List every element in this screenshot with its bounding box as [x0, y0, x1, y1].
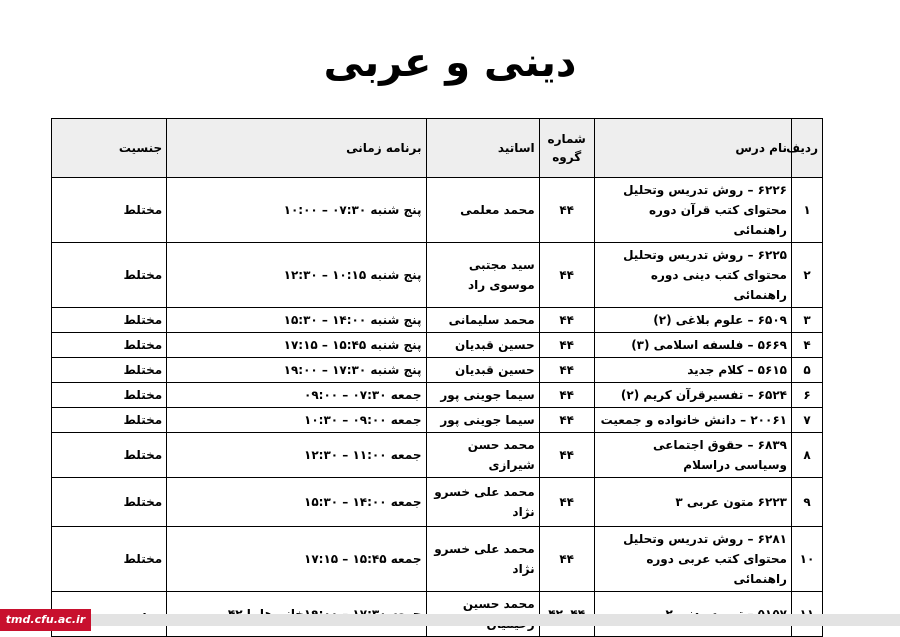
row-gender: مختلط: [52, 433, 167, 478]
row-professor: محمد علی خسرو نژاد: [426, 478, 539, 527]
row-course: ۵۶۱۵ – کلام جدید: [594, 358, 791, 383]
header-schedule: برنامه زمانی: [167, 119, 426, 178]
header-gender: جنسیت: [52, 119, 167, 178]
row-professor: حسین قبدیان: [426, 358, 539, 383]
header-professors: اساتید: [426, 119, 539, 178]
table-header-row: [52, 119, 823, 178]
header-course: نام درس: [594, 119, 791, 178]
row-course: ۵۶۶۹ – فلسفه اسلامی (۳): [594, 333, 791, 358]
row-gender: مختلط: [52, 243, 167, 308]
row-index: ۲: [791, 243, 822, 308]
row-group: ۴۴: [539, 358, 594, 383]
row-index: ۹: [791, 478, 822, 527]
table-row: [52, 383, 823, 408]
table-row: [52, 408, 823, 433]
footer-strip: [91, 614, 900, 626]
row-schedule: پنج شنبه ۱۴:۰۰ – ۱۵:۳۰: [167, 308, 426, 333]
row-professor: محمد سلیمانی: [426, 308, 539, 333]
row-course: ۶۵۰۹ – علوم بلاغی (۲): [594, 308, 791, 333]
row-course: ۲۰۰۶۱ – دانش خانواده و جمعیت: [594, 408, 791, 433]
page-title: دینی و عربی: [323, 40, 577, 86]
row-course: ۶۲۲۳ متون عربی ۳: [594, 478, 791, 527]
row-schedule: پنج شنبه ۱۵:۴۵ – ۱۷:۱۵: [167, 333, 426, 358]
row-index: ۶: [791, 383, 822, 408]
table-row: [52, 333, 823, 358]
table-row: [52, 433, 823, 478]
row-course: ۶۲۸۱ – روش تدریس وتحلیل محتوای کتب عربی دوره راهنمائی: [594, 527, 791, 592]
row-index: ۷: [791, 408, 822, 433]
row-index: ۳: [791, 308, 822, 333]
row-course: ۶۸۳۹ – حقوق اجتماعی وسیاسی دراسلام: [594, 433, 791, 478]
row-schedule: پنج شنبه ۱۷:۳۰ – ۱۹:۰۰: [167, 358, 426, 383]
row-group: ۴۴: [539, 527, 594, 592]
row-group: ۴۴: [539, 333, 594, 358]
row-schedule: جمعه ۱۴:۰۰ – ۱۵:۳۰: [167, 478, 426, 527]
row-gender: مختلط: [52, 527, 167, 592]
row-schedule: جمعه ۰۹:۰۰ – ۱۰:۳۰: [167, 408, 426, 433]
table-row: [52, 308, 823, 333]
table-row: [52, 358, 823, 383]
row-gender: مختلط: [52, 333, 167, 358]
row-index: ۵: [791, 358, 822, 383]
row-professor: سیما جوینی پور: [426, 408, 539, 433]
row-schedule: پنج شنبه ۱۰:۱۵ – ۱۲:۳۰: [167, 243, 426, 308]
row-course: ۶۲۲۵ – روش تدریس وتحلیل محتوای کتب دینی دوره راهنمائی: [594, 243, 791, 308]
row-group: ۴۴: [539, 383, 594, 408]
header-group: شماره گروه: [539, 119, 594, 178]
row-index: ۸: [791, 433, 822, 478]
table-row: [52, 178, 823, 243]
row-group: ۴۴: [539, 408, 594, 433]
row-professor: محمد معلمی: [426, 178, 539, 243]
row-professor: محمد علی خسرو نژاد: [426, 527, 539, 592]
row-group: ۴۴: [539, 178, 594, 243]
row-professor: حسین قبدیان: [426, 333, 539, 358]
site-logo: tmd.cfu.ac.ir: [0, 609, 91, 631]
row-gender: مختلط: [52, 478, 167, 527]
row-schedule: جمعه ۱۱:۰۰ – ۱۲:۳۰: [167, 433, 426, 478]
table-row: [52, 243, 823, 308]
row-schedule: جمعه ۰۷:۳۰ – ۰۹:۰۰: [167, 383, 426, 408]
row-group: ۴۴: [539, 478, 594, 527]
row-gender: مختلط: [52, 408, 167, 433]
row-professor: سید مجتبی موسوی راد: [426, 243, 539, 308]
table-row: [52, 527, 823, 592]
row-schedule: پنج شنبه ۰۷:۳۰ – ۱۰:۰۰: [167, 178, 426, 243]
row-group: ۴۴: [539, 243, 594, 308]
header-index: ردیف: [791, 119, 822, 178]
row-index: ۴: [791, 333, 822, 358]
row-index: ۱۰: [791, 527, 822, 592]
row-gender: مختلط: [52, 308, 167, 333]
row-index: ۱: [791, 178, 822, 243]
row-group: ۴۴: [539, 308, 594, 333]
row-schedule: جمعه ۱۵:۴۵ – ۱۷:۱۵: [167, 527, 426, 592]
row-course: ۶۵۲۴ – تفسیرقرآن کریم (۲): [594, 383, 791, 408]
row-gender: مختلط: [52, 383, 167, 408]
table-row: [52, 478, 823, 527]
course-schedule-table: [51, 118, 823, 637]
row-group: ۴۴: [539, 433, 594, 478]
row-gender: مختلط: [52, 178, 167, 243]
row-professor: محمد حسن شیرازی: [426, 433, 539, 478]
row-professor: محمد حسین: [426, 592, 539, 637]
row-gender: مختلط: [52, 358, 167, 383]
row-course: ۶۲۲۶ – روش تدریس وتحلیل محتوای کتب قرآن دوره راهنمائی: [594, 178, 791, 243]
row-professor: سیما جوینی پور: [426, 383, 539, 408]
